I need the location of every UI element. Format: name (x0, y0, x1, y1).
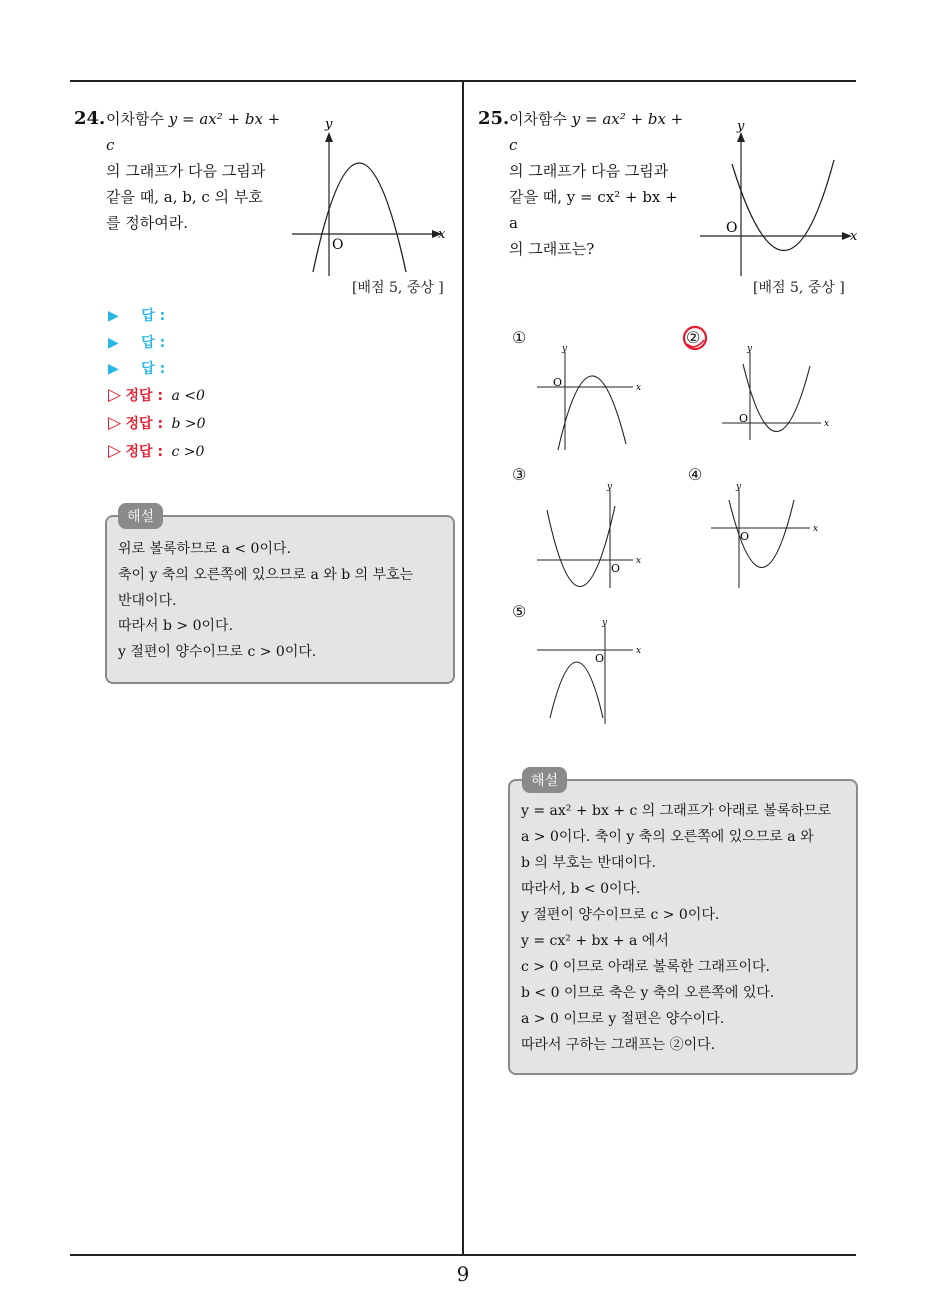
parabola (732, 160, 834, 251)
solution-line: 따라서, b < 0이다. (521, 881, 641, 897)
origin-label: O (740, 530, 750, 543)
solution-line: y 절편이 양수이므로 c > 0이다. (521, 907, 720, 923)
x-label: x (813, 524, 819, 534)
option-label[interactable]: ③ (512, 465, 527, 484)
solution-line: 따라서 b > 0이다. (118, 618, 234, 634)
score-label: [배점 5, 중상 ] (753, 280, 845, 296)
option-label[interactable]: ① (512, 328, 527, 347)
question-number: 25. (478, 108, 510, 129)
solution-line: 반대이다. (118, 593, 177, 609)
solution-line: 축이 y 축의 오른쪽에 있으므로 a 와 b 의 부호는 (118, 567, 414, 583)
question-text: 이차함수 y = ax² + bx + c 의 그래프가 다음 그림과 같을 때, y = cx² + bx + a 의 그래프는? (509, 110, 684, 258)
solution-line: 위로 볼록하므로 a < 0이다. (118, 541, 291, 557)
solution-line: y 절편이 양수이므로 c > 0이다. (118, 644, 317, 660)
bottom-rule (70, 1254, 856, 1256)
x-label: x (824, 419, 830, 429)
y-label: y (602, 618, 608, 628)
y-axis-arrow (325, 132, 333, 142)
q25-graph (696, 114, 862, 280)
origin-label: O (726, 220, 738, 236)
column-divider (462, 82, 464, 1254)
correct-answer-row: ▷ 정답 : c >0 (108, 441, 205, 461)
answer-row: ▶ 답 : (108, 308, 166, 324)
parabola (743, 364, 810, 432)
option-label[interactable]: ⑤ (512, 602, 527, 621)
solution-line: a > 0이다. 축이 y 축의 오른쪽에 있으므로 a 와 (521, 829, 814, 845)
correct-answer-row: ▷ 정답 : b >0 (108, 413, 206, 433)
answer-row: ▶ 답 : (108, 361, 166, 377)
solution-line: b < 0 이므로 축은 y 축의 오른쪽에 있다. (521, 985, 775, 1001)
y-label: y (736, 482, 742, 492)
parabola (550, 662, 603, 718)
solution-line: b 의 부호는 반대이다. (521, 855, 656, 871)
y-label: y (607, 482, 613, 492)
solution-line: c > 0 이므로 아래로 볼록한 그래프이다. (521, 959, 770, 975)
origin-label: O (332, 237, 344, 253)
origin-label: O (553, 376, 563, 389)
solution-box (508, 779, 858, 1075)
origin-label: O (739, 412, 749, 425)
score-label: [배점 5, 중상 ] (352, 280, 444, 296)
solution-line: a > 0 이므로 y 절편은 양수이다. (521, 1011, 725, 1027)
option-5-graph (533, 616, 648, 726)
solution-tag: 해설 (118, 503, 163, 529)
y-label: y (737, 119, 745, 134)
option-2-graph (718, 342, 836, 442)
origin-label: O (595, 652, 605, 665)
option-label[interactable]: ② (686, 328, 701, 347)
option-3-graph (533, 480, 648, 592)
origin-label: O (611, 562, 621, 575)
answer-row: ▶ 답 : (108, 335, 166, 351)
solution-line: y = ax² + bx + c 의 그래프가 아래로 볼록하므로 (521, 803, 831, 819)
question-number: 24. (74, 108, 106, 129)
y-label: y (562, 344, 568, 354)
question-text: 이차함수 y = ax² + bx + c 의 그래프가 다음 그림과 같을 때, a, b, c 의 부호 를 정하여라. (106, 110, 281, 232)
solution-line: 따라서 구하는 그래프는 ②이다. (521, 1037, 716, 1053)
x-label: x (438, 227, 446, 242)
x-label: x (636, 556, 642, 566)
page-number: 9 (456, 1262, 470, 1286)
y-label: y (747, 344, 753, 354)
parabola (313, 163, 406, 272)
option-4-graph (707, 480, 825, 592)
x-label: x (850, 229, 858, 244)
option-label[interactable]: ④ (688, 465, 703, 484)
correct-answer-row: ▷ 정답 : a <0 (108, 385, 205, 405)
solution-tag: 해설 (522, 767, 567, 793)
q24-graph (288, 112, 453, 280)
parabola (547, 506, 615, 587)
y-label: y (325, 117, 333, 132)
x-label: x (636, 646, 642, 656)
x-label: x (636, 383, 642, 393)
solution-line: y = cx² + bx + a 에서 (521, 933, 669, 949)
option-1-graph (533, 342, 648, 454)
